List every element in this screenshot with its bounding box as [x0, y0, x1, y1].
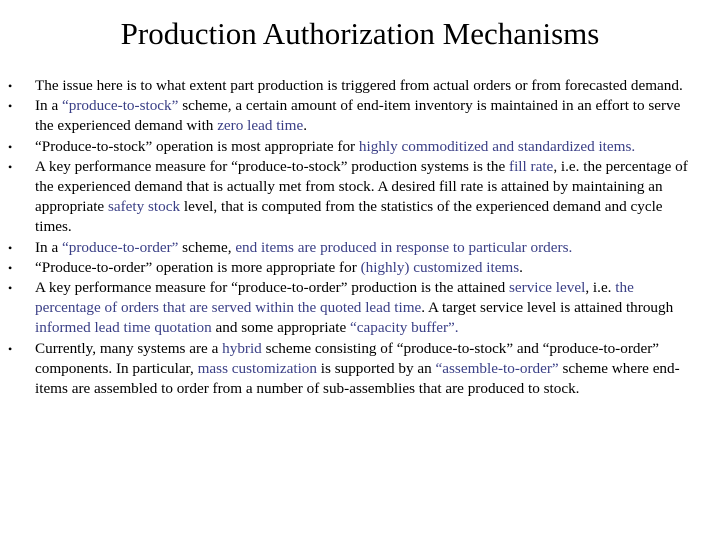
- bullet-text: The issue here is to what extent part production is triggered from actual orders or from forecasted demand.: [35, 77, 683, 94]
- highlighted-text: “produce-to-order”: [62, 238, 179, 256]
- bullet-dot-icon: •: [8, 260, 13, 275]
- bullet-text: .: [303, 117, 307, 135]
- bullet-item: [0, 157, 720, 238]
- highlighted-text: highly commoditized and standardized items.: [358, 137, 636, 155]
- bullet-dot-icon: •: [8, 281, 13, 296]
- bullet-text: . A target service level is attained through: [421, 299, 674, 317]
- bullet-item: [0, 278, 720, 339]
- bullet-item: [0, 137, 720, 157]
- highlighted-text: end items are produced in response to particular orders.: [235, 238, 573, 256]
- bullet-text: A key performance measure for “produce-to-order” production is the attained: [35, 279, 509, 297]
- bullet-text: “Produce-to-stock” operation is most appropriate for: [35, 137, 359, 155]
- bullet-dot-icon: •: [8, 159, 13, 174]
- highlighted-text: hybrid: [222, 339, 262, 357]
- bullet-item: [0, 76, 720, 96]
- slide-title: Production Authorization Mechanisms: [120, 16, 600, 51]
- bullet-item: [0, 96, 720, 136]
- bullet-text: Currently, many systems are a: [35, 339, 223, 357]
- highlighted-text: fill rate: [509, 157, 554, 175]
- bullet-item: [0, 258, 720, 278]
- bullet-text: , i.e.: [585, 279, 616, 297]
- bullet-dot-icon: •: [8, 79, 13, 93]
- bullet-text: scheme, a certain amount of end-item inventory is maintained in an effort to serve the experienced demand with: [35, 97, 681, 135]
- highlighted-text: informed lead time quotation: [35, 319, 212, 337]
- bullet-text: and some appropriate: [211, 319, 351, 337]
- bullet-text: A key performance measure for “produce-to-stock” production systems is the: [35, 157, 510, 175]
- highlighted-text: mass customization: [197, 359, 317, 377]
- bullet-text: .: [519, 258, 523, 276]
- bullet-text: , i.e. the percentage of the experienced demand that is actually met from stock. A desired fill rate is attained by maintaining an appropriate: [35, 157, 688, 216]
- bullet-dot-icon: •: [8, 240, 13, 255]
- bullet-dot-icon: •: [8, 341, 13, 356]
- highlighted-text: zero lead time: [217, 117, 304, 135]
- bullet-text: is supported by an: [316, 359, 436, 377]
- bullet-item: [0, 339, 720, 400]
- bullet-dot-icon: •: [8, 99, 13, 114]
- bullet-text: scheme consisting of “produce-to-stock” and “produce-to-order” components. In particular,: [35, 339, 660, 377]
- highlighted-text: the percentage of orders that are served within the quoted lead time: [35, 279, 634, 317]
- highlighted-text: (highly) customized items: [360, 258, 520, 276]
- bullet-text: In a: [35, 97, 62, 115]
- highlighted-text: “capacity buffer”.: [350, 319, 459, 337]
- highlighted-text: “assemble-to-order”: [435, 359, 559, 377]
- highlighted-text: service level: [509, 279, 586, 297]
- bullet-text: scheme where end-items are assembled to order from a number of sub-assemblies that are produced to stock.: [35, 359, 680, 398]
- bullet-text: level, that is computed from the statistics of the experienced demand and cycle times.: [35, 198, 663, 236]
- bullet-text: In a: [35, 238, 62, 256]
- bullet-dot-icon: •: [8, 139, 13, 154]
- bullet-text: scheme,: [178, 238, 236, 256]
- bullet-text: “Produce-to-order” operation is more appropriate for: [35, 258, 361, 276]
- highlighted-text: safety stock: [107, 198, 181, 216]
- bullet-item: [0, 238, 720, 258]
- highlighted-text: “produce-to-stock”: [62, 97, 179, 115]
- bullet-list: [0, 76, 720, 399]
